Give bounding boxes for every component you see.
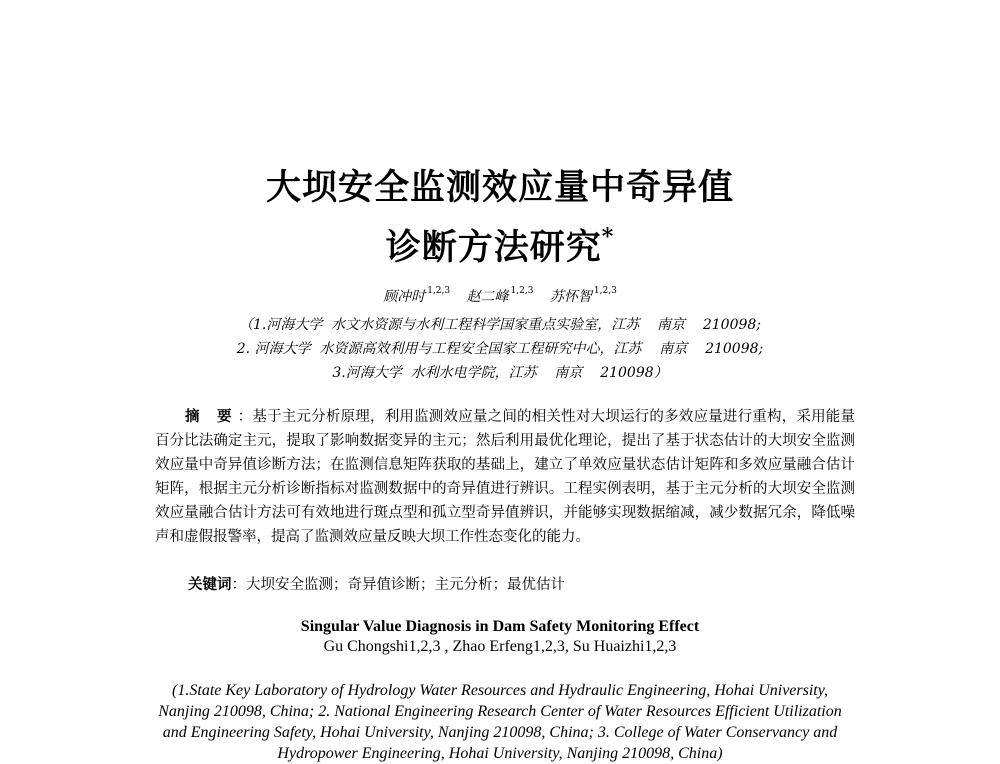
- paper-title-line-1: 大坝安全监测效应量中奇异值: [265, 167, 734, 208]
- keywords-text: ：大坝安全监测；奇异值诊断；主元分析；最优估计: [231, 577, 565, 593]
- abstract-text: ：基于主元分析原理，利用监测效应量之间的相关性对大坝运行的多效应量进行重构，采用能量百分比法确定主元，提取了影响数据变异的主元；然后利用最优化理论，提出了基于状态估计的大坝安全监测效应量中奇异值诊断方法；在监测信息矩阵获取的基础上，建立了单效应量状态估计矩阵和多效应量融合估计矩阵，根据主元分析诊断指标对监测数据中的奇异值进行辨识。工程实例表明，基于主元分析的大坝安全监测效应量融合估计方法可有效地进行斑点型和孤立型奇异值辨识，并能够实现数据缩减，减少数据冗余，降低噪声和虚假报警率，提高了监测效应量反映大坝工作性态变化的能力。: [155, 409, 855, 545]
- paper-title-line-2: [0, 224, 1000, 268]
- paper-title-line-2-text: 诊断方法研究: [385, 227, 602, 268]
- keywords: [188, 573, 565, 597]
- affiliation-1: （1.河海大学 水文水资源与水利工程科学国家重点实验室，江苏 南京 210098;: [238, 317, 762, 333]
- keywords-label: 关键词: [188, 576, 232, 593]
- english-affiliation: (1.State Key Laboratory of Hydrology Water Resources and Hydraulic Engineering, Hohai University, Nanjing 210098, China; 2. National Engineering Research Center of Water Resources Efficient Utilization and Engineering Safety, Hohai University, Nanjing 210098, China; 3. College of Water Conservancy and Hydropower Engineering, Hohai University, Nanjing 210098, China): [158, 682, 842, 762]
- author-3-affil: 1,2,3: [593, 286, 617, 296]
- english-authors: Gu Chongshi1,2,3 , Zhao Erfeng1,2,3, Su Huaizhi1,2,3: [323, 638, 677, 655]
- author-3: [549, 286, 617, 305]
- author-2-name: 赵二峰: [466, 289, 509, 305]
- author-list: [0, 286, 1000, 305]
- author-1-name: 顾冲时: [383, 289, 426, 305]
- title-footnote-mark: *: [601, 224, 615, 250]
- author-2: [466, 286, 534, 305]
- abstract-label: 摘 要: [185, 408, 238, 425]
- author-2-affil: 1,2,3: [510, 286, 534, 296]
- author-3-name: 苏怀智: [549, 289, 592, 305]
- affiliation-2: 2. 河海大学 水资源高效利用与工程安全国家工程研究中心，江苏 南京 210098;: [236, 341, 764, 357]
- abstract: [155, 405, 855, 549]
- english-title: Singular Value Diagnosis in Dam Safety Monitoring Effect: [300, 618, 700, 635]
- affiliation-3: 3.河海大学 水利水电学院，江苏 南京 210098）: [332, 365, 668, 381]
- author-1: [383, 286, 451, 305]
- author-1-affil: 1,2,3: [427, 286, 451, 296]
